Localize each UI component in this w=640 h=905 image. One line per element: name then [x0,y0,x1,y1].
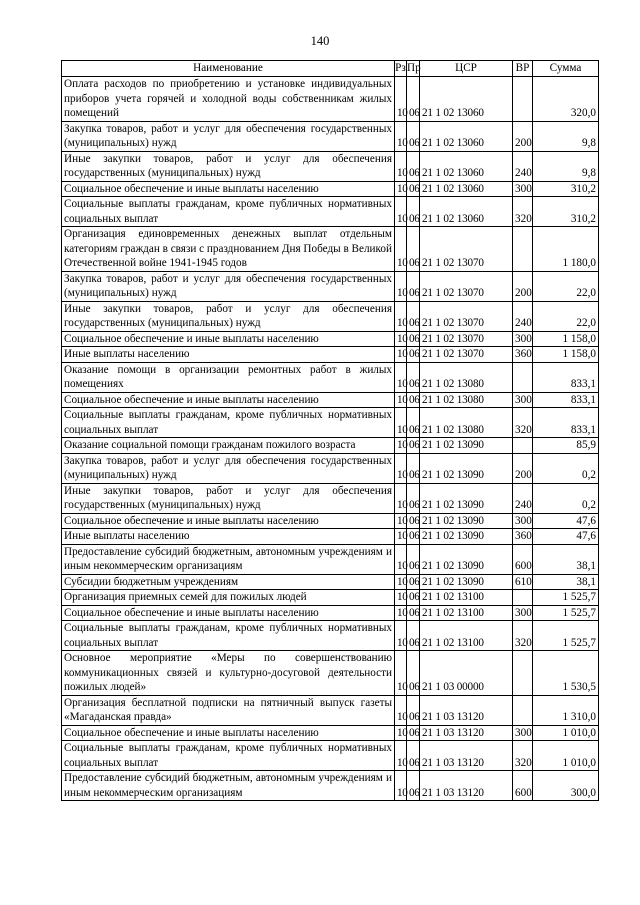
cell-sum: 1 010,0 [533,725,599,741]
table-row [62,695,599,725]
cell-rz: 10 [395,77,407,122]
cell-name: Социальные выплаты гражданам, кроме публичных нормативных социальных выплат [62,408,395,438]
cell-pr: 06 [407,453,420,483]
table-row [62,438,599,454]
cell-rz: 10 [395,544,407,574]
cell-sum: 1 310,0 [533,695,599,725]
cell-csr: 21 1 03 00000 [420,651,513,696]
table-row [62,741,599,771]
cell-rz: 10 [395,453,407,483]
cell-vr: 300 [513,331,533,347]
cell-name: Организация бесплатной подписки на пятничный выпуск газеты «Магаданская правда» [62,695,395,725]
cell-rz: 10 [395,771,407,801]
cell-pr: 06 [407,529,420,545]
table-row [62,151,599,181]
cell-csr: 21 1 02 13060 [420,151,513,181]
table-row [62,301,599,331]
page-number: 140 [310,34,330,48]
cell-name: Социальное обеспечение и иные выплаты населению [62,181,395,197]
cell-sum: 833,1 [533,408,599,438]
cell-sum: 22,0 [533,301,599,331]
table-row [62,544,599,574]
table-row [62,453,599,483]
cell-pr: 06 [407,651,420,696]
cell-vr: 300 [513,513,533,529]
cell-rz: 10 [395,590,407,606]
cell-pr: 06 [407,151,420,181]
cell-csr: 21 1 02 13060 [420,77,513,122]
cell-rz: 10 [395,725,407,741]
cell-rz: 10 [395,151,407,181]
cell-csr: 21 1 02 13090 [420,529,513,545]
cell-rz: 10 [395,181,407,197]
cell-csr: 21 1 03 13120 [420,695,513,725]
cell-sum: 0,2 [533,483,599,513]
cell-csr: 21 1 02 13060 [420,121,513,151]
cell-sum: 47,6 [533,513,599,529]
cell-pr: 06 [407,362,420,392]
cell-pr: 06 [407,741,420,771]
cell-sum: 0,2 [533,453,599,483]
cell-csr: 21 1 02 13070 [420,271,513,301]
cell-pr: 06 [407,121,420,151]
cell-sum: 38,1 [533,544,599,574]
cell-name: Организация единовременных денежных выплат отдельным категориям граждан в связи с празднованием Дня Победы в Великой Отечественной войне 1941-1945 годов [62,227,395,272]
cell-sum: 9,8 [533,121,599,151]
table-row [62,227,599,272]
cell-name: Организация приемных семей для пожилых людей [62,590,395,606]
table-row [62,574,599,590]
header-rz: Рз [395,61,407,77]
cell-pr: 06 [407,725,420,741]
cell-name: Иные закупки товаров, работ и услуг для обеспечения государственных (муниципальных) нужд [62,301,395,331]
cell-vr [513,651,533,696]
cell-vr: 300 [513,725,533,741]
cell-csr: 21 1 03 13120 [420,725,513,741]
header-vr: ВР [513,61,533,77]
cell-csr: 21 1 02 13080 [420,362,513,392]
cell-rz: 10 [395,197,407,227]
cell-name: Социальные выплаты гражданам, кроме публичных нормативных социальных выплат [62,741,395,771]
cell-vr: 240 [513,151,533,181]
cell-pr: 06 [407,771,420,801]
cell-name: Закупка товаров, работ и услуг для обеспечения государственных (муниципальных) нужд [62,453,395,483]
table-row [62,77,599,122]
cell-csr: 21 1 02 13070 [420,331,513,347]
cell-pr: 06 [407,227,420,272]
cell-pr: 06 [407,181,420,197]
cell-rz: 10 [395,651,407,696]
cell-name: Закупка товаров, работ и услуг для обеспечения государственных (муниципальных) нужд [62,121,395,151]
cell-csr: 21 1 02 13080 [420,408,513,438]
table-row [62,331,599,347]
cell-pr: 06 [407,483,420,513]
cell-rz: 10 [395,529,407,545]
table-row [62,362,599,392]
cell-pr: 06 [407,574,420,590]
cell-rz: 10 [395,574,407,590]
cell-name: Оказание социальной помощи гражданам пожилого возраста [62,438,395,454]
table-row [62,605,599,621]
table-row [62,392,599,408]
table-row [62,181,599,197]
cell-name: Основное мероприятие «Меры по совершенствованию коммуникационных связей и культурно-досуговой деятельности пожилых людей» [62,651,395,696]
cell-rz: 10 [395,438,407,454]
cell-vr [513,362,533,392]
cell-name: Социальное обеспечение и иные выплаты населению [62,513,395,529]
cell-csr: 21 1 02 13090 [420,453,513,483]
cell-pr: 06 [407,544,420,574]
table-row [62,529,599,545]
cell-pr: 06 [407,695,420,725]
cell-csr: 21 1 02 13090 [420,438,513,454]
cell-csr: 21 1 03 13120 [420,741,513,771]
cell-vr: 320 [513,408,533,438]
cell-csr: 21 1 02 13080 [420,392,513,408]
cell-vr: 300 [513,605,533,621]
cell-pr: 06 [407,77,420,122]
table-row [62,621,599,651]
cell-vr [513,695,533,725]
cell-name: Оказание помощи в организации ремонтных работ в жилых помещениях [62,362,395,392]
cell-rz: 10 [395,513,407,529]
budget-table [61,60,599,801]
cell-rz: 10 [395,271,407,301]
cell-name: Оплата расходов по приобретению и установке индивидуальных приборов учета горячей и холодной воды собственникам жилых помещений [62,77,395,122]
table-row [62,408,599,438]
table-row [62,197,599,227]
cell-csr: 21 1 02 13100 [420,605,513,621]
cell-sum: 833,1 [533,362,599,392]
cell-vr [513,438,533,454]
cell-pr: 06 [407,408,420,438]
cell-rz: 10 [395,301,407,331]
cell-sum: 1 525,7 [533,621,599,651]
cell-sum: 47,6 [533,529,599,545]
cell-csr: 21 1 02 13060 [420,197,513,227]
table-row [62,725,599,741]
cell-rz: 10 [395,483,407,513]
cell-pr: 06 [407,392,420,408]
cell-pr: 06 [407,438,420,454]
cell-csr: 21 1 02 13090 [420,574,513,590]
cell-vr: 360 [513,347,533,363]
cell-pr: 06 [407,271,420,301]
cell-rz: 10 [395,347,407,363]
cell-csr: 21 1 02 13090 [420,544,513,574]
cell-vr: 320 [513,741,533,771]
cell-name: Предоставление субсидий бюджетным, автономным учреждениям и иным некоммерческим организациям [62,771,395,801]
cell-vr: 360 [513,529,533,545]
cell-pr: 06 [407,621,420,651]
cell-name: Социальное обеспечение и иные выплаты населению [62,392,395,408]
cell-pr: 06 [407,347,420,363]
table-row [62,771,599,801]
cell-vr: 200 [513,453,533,483]
cell-sum: 320,0 [533,77,599,122]
cell-sum: 1 158,0 [533,331,599,347]
cell-rz: 10 [395,741,407,771]
cell-vr: 610 [513,574,533,590]
header-pr: Пр [407,61,420,77]
cell-pr: 06 [407,590,420,606]
cell-pr: 06 [407,197,420,227]
cell-name: Социальное обеспечение и иные выплаты населению [62,331,395,347]
cell-rz: 10 [395,121,407,151]
cell-csr: 21 1 02 13090 [420,513,513,529]
cell-sum: 22,0 [533,271,599,301]
cell-name: Иные закупки товаров, работ и услуг для обеспечения государственных (муниципальных) нужд [62,151,395,181]
cell-vr [513,590,533,606]
cell-name: Социальное обеспечение и иные выплаты населению [62,725,395,741]
table-row [62,347,599,363]
cell-pr: 06 [407,605,420,621]
cell-name: Иные закупки товаров, работ и услуг для обеспечения государственных (муниципальных) нужд [62,483,395,513]
cell-csr: 21 1 02 13070 [420,301,513,331]
cell-rz: 10 [395,605,407,621]
cell-csr: 21 1 03 13120 [420,771,513,801]
cell-name: Социальные выплаты гражданам, кроме публичных нормативных социальных выплат [62,621,395,651]
table-row [62,590,599,606]
table-header-row [62,61,599,77]
cell-csr: 21 1 02 13070 [420,347,513,363]
cell-sum: 310,2 [533,181,599,197]
cell-pr: 06 [407,301,420,331]
cell-sum: 1 525,7 [533,590,599,606]
cell-vr: 300 [513,181,533,197]
table-row [62,483,599,513]
header-csr: ЦСР [420,61,513,77]
cell-vr: 240 [513,301,533,331]
cell-rz: 10 [395,392,407,408]
cell-vr: 240 [513,483,533,513]
cell-pr: 06 [407,513,420,529]
cell-name: Социальное обеспечение и иные выплаты населению [62,605,395,621]
cell-csr: 21 1 02 13060 [420,181,513,197]
cell-sum: 9,8 [533,151,599,181]
cell-vr: 600 [513,544,533,574]
table-row [62,121,599,151]
cell-name: Закупка товаров, работ и услуг для обеспечения государственных (муниципальных) нужд [62,271,395,301]
cell-sum: 1 530,5 [533,651,599,696]
cell-vr [513,77,533,122]
cell-sum: 310,2 [533,197,599,227]
header-name: Наименование [62,61,395,77]
cell-rz: 10 [395,331,407,347]
header-sum: Сумма [533,61,599,77]
cell-vr: 200 [513,121,533,151]
cell-pr: 06 [407,331,420,347]
cell-rz: 10 [395,227,407,272]
cell-rz: 10 [395,695,407,725]
cell-sum: 1 525,7 [533,605,599,621]
table-row [62,651,599,696]
table-row [62,271,599,301]
cell-vr: 320 [513,197,533,227]
cell-vr: 320 [513,621,533,651]
cell-name: Иные выплаты населению [62,529,395,545]
cell-name: Субсидии бюджетным учреждениям [62,574,395,590]
table-body [62,77,599,801]
cell-vr: 200 [513,271,533,301]
cell-csr: 21 1 02 13070 [420,227,513,272]
cell-vr [513,227,533,272]
cell-sum: 38,1 [533,574,599,590]
cell-csr: 21 1 02 13100 [420,590,513,606]
cell-sum: 833,1 [533,392,599,408]
cell-sum: 300,0 [533,771,599,801]
table-row [62,513,599,529]
cell-rz: 10 [395,362,407,392]
cell-name: Иные выплаты населению [62,347,395,363]
cell-vr: 600 [513,771,533,801]
cell-csr: 21 1 02 13100 [420,621,513,651]
cell-rz: 10 [395,621,407,651]
cell-rz: 10 [395,408,407,438]
cell-sum: 85,9 [533,438,599,454]
cell-name: Социальные выплаты гражданам, кроме публичных нормативных социальных выплат [62,197,395,227]
cell-sum: 1 010,0 [533,741,599,771]
cell-vr: 300 [513,392,533,408]
cell-sum: 1 158,0 [533,347,599,363]
cell-csr: 21 1 02 13090 [420,483,513,513]
cell-name: Предоставление субсидий бюджетным, автономным учреждениям и иным некоммерческим организациям [62,544,395,574]
cell-sum: 1 180,0 [533,227,599,272]
